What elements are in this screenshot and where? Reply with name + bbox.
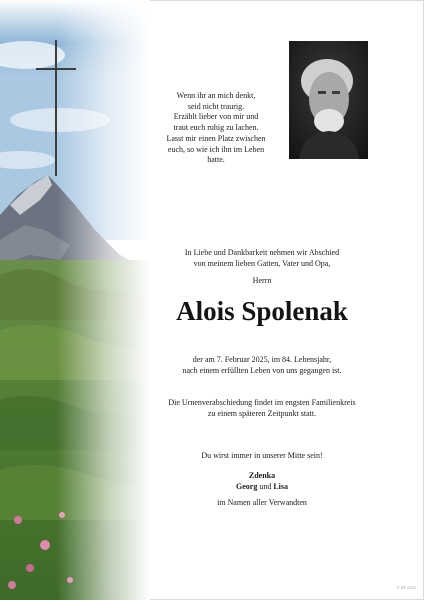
deceased-name: Alois Spolenak <box>176 296 348 326</box>
death-notice: der am 7. Februar 2025, im 84. Lebensjahr, nach einem erfüllten Leben von uns gegangen ist. <box>182 355 342 375</box>
farewell-line: Du wirst immer in unserer Mitte sein! <box>201 451 323 460</box>
mourner-name: Lisa <box>273 481 288 491</box>
mountain-landscape-image <box>0 0 150 600</box>
landscape-fade <box>0 0 150 600</box>
mourner-name: Georg <box>236 481 258 491</box>
funeral-notice: Die Urnenverabschiedung findet im engsten Familienkreis zu einem späteren Zeitpunkt statt. <box>168 398 356 418</box>
honorific: Herrn <box>252 276 272 285</box>
mourners <box>150 471 374 492</box>
cross-icon-bar <box>36 68 76 70</box>
mourner-name: Zdenka <box>248 471 276 480</box>
intro-text: In Liebe und Dankbarkeit nehmen wir Abschied von meinem lieben Gatten, Vater und Opa, <box>184 248 340 268</box>
mourner-conjunction: und <box>259 481 272 491</box>
memorial-poem: Wenn ihr an mich denkt, seid nicht traurig. Erzählt lieber von mir und traut euch ruhig zu lachen. Lasst mir einen Platz zwischen euch, so wie ich ihn im Leben hatte. <box>166 91 266 165</box>
relatives-line: im Namen aller Verwandten <box>217 498 307 507</box>
copyright-mark: © EP 2021 <box>396 585 416 590</box>
cross-icon <box>55 40 57 176</box>
portrait-illustration <box>289 41 368 159</box>
portrait-photo <box>289 41 368 159</box>
